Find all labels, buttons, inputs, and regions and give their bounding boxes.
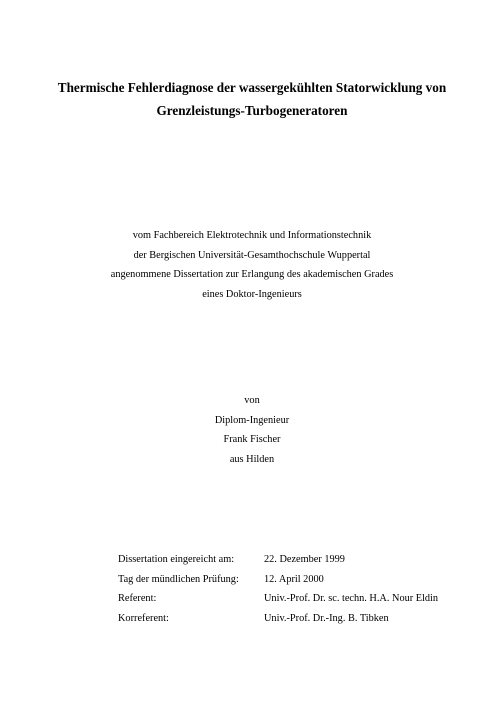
detail-row-submitted xyxy=(118,550,438,570)
faculty-line-3: angenommene Dissertation zur Erlangung des akademischen Grades xyxy=(110,269,394,280)
dissertation-details xyxy=(118,550,438,628)
faculty-statement xyxy=(0,226,504,304)
detail-value: Univ.-Prof. Dr.-Ing. B. Tibken xyxy=(264,612,389,624)
faculty-line-2: der Bergischen Universität-Gesamthochschule Wuppertal xyxy=(133,249,371,261)
title-line-1: Thermische Fehlerdiagnose der wassergekühlten Statorwicklung von xyxy=(57,80,447,95)
author-block xyxy=(0,391,504,469)
detail-value: 22. Dezember 1999 xyxy=(264,554,345,565)
author-von: von xyxy=(244,395,260,406)
document-title xyxy=(0,76,504,122)
detail-row-referee xyxy=(118,589,438,609)
detail-label: Referent: xyxy=(118,593,157,604)
author-origin: aus Hilden xyxy=(229,453,275,465)
author-name: Frank Fischer xyxy=(223,434,281,445)
detail-label: Dissertation eingereicht am: xyxy=(118,554,235,565)
detail-row-oral-exam xyxy=(118,570,438,590)
detail-row-co-referee xyxy=(118,609,438,629)
author-degree: Diplom-Ingenieur xyxy=(214,414,290,426)
faculty-line-1: vom Fachbereich Elektrotechnik und Informationstechnik xyxy=(132,230,372,241)
title-line-2: Grenzleistungs-Turbogeneratoren xyxy=(156,103,348,118)
faculty-line-4: eines Doktor-Ingenieurs xyxy=(202,288,302,300)
detail-value: 12. April 2000 xyxy=(264,573,324,585)
detail-label: Tag der mündlichen Prüfung: xyxy=(118,573,239,585)
detail-label: Korreferent: xyxy=(118,612,169,624)
detail-value: Univ.-Prof. Dr. sc. techn. H.A. Nour Eldin xyxy=(264,593,439,604)
